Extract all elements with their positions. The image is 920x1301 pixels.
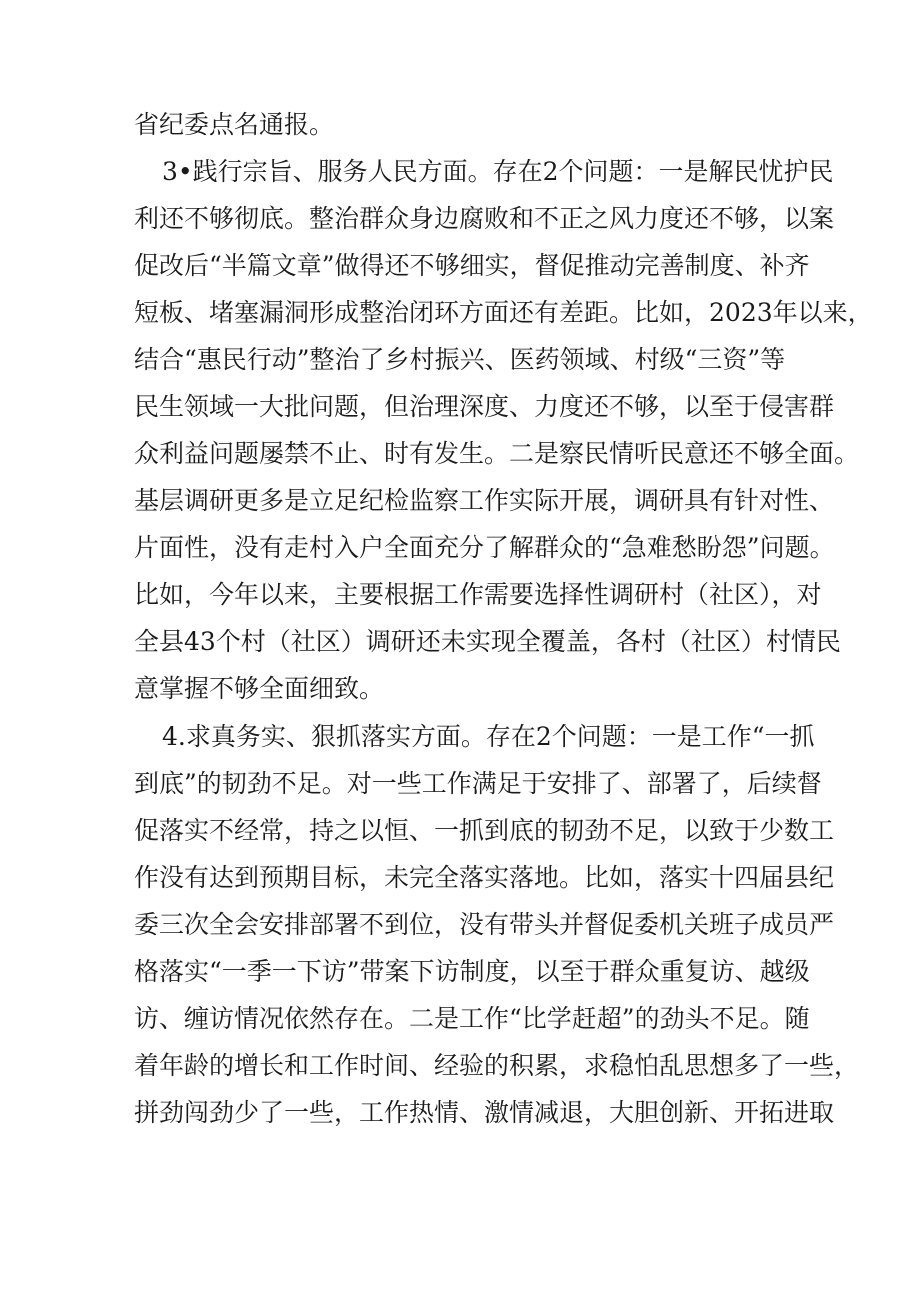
section-heading-line: 4.求真务实、狠抓落实方面。存在2个问题：一是工作“一抓	[162, 722, 815, 751]
text-line: 利还不够彻底。整治群众身边腐败和不正之风力度还不够，以案	[134, 204, 835, 233]
text-line: 基层调研更多是立足纪检监察工作实际开展，调研具有针对性、	[134, 486, 835, 515]
text-line: 短板、堵塞漏洞形成整治闭环方面还有差距。比如，2023年以来，	[134, 298, 873, 327]
text-line: 拼劲闯劲少了一些，工作热情、激情减退，大胆创新、开拓进取	[134, 1098, 835, 1127]
text-line: 省纪委点名通报。	[134, 110, 335, 139]
text-line: 众利益问题屡禁不止、时有发生。二是察民情听民意还不够全面。	[134, 439, 860, 468]
text-line: 结合“惠民行动”整治了乡村振兴、医药领域、村级“三资”等	[134, 345, 786, 374]
text-line: 比如，今年以来，主要根据工作需要选择性调研村（社区），对	[134, 580, 822, 609]
text-line: 到底”的韧劲不足。对一些工作满足于安排了、部署了，后续督	[134, 769, 822, 798]
text-line: 作没有达到预期目标，未完全落实落地。比如，落实十四届县纪	[134, 863, 835, 892]
text-line: 委三次全会安排部署不到位，没有带头并督促委机关班子成员严	[134, 910, 835, 939]
section-heading-line: 3•践行宗旨、服务人民方面。存在2个问题：一是解民忧护民	[162, 157, 834, 186]
text-line: 着年龄的增长和工作时间、经验的积累，求稳怕乱思想多了一些，	[134, 1051, 860, 1080]
text-line: 访、缠访情况依然存在。二是工作“比学赶超”的劲头不足。随	[134, 1004, 810, 1033]
text-line: 全县43个村（社区）调研还未实现全覆盖，各村（社区）村情民	[134, 627, 841, 656]
text-line: 促改后“半篇文章”做得还不够细实，督促推动完善制度、补齐	[134, 251, 810, 280]
text-line: 促落实不经常，持之以恒、一抓到底的韧劲不足，以致于少数工	[134, 816, 835, 845]
text-line: 片面性，没有走村入户全面充分了解群众的“急难愁盼怨”问题。	[134, 533, 835, 562]
text-line: 格落实“一季一下访”带案下访制度，以至于群众重复访、越级	[134, 957, 810, 986]
text-line: 意掌握不够全面细致。	[134, 674, 385, 703]
text-line: 民生领域一大批问题，但治理深度、力度还不够，以至于侵害群	[134, 392, 835, 421]
